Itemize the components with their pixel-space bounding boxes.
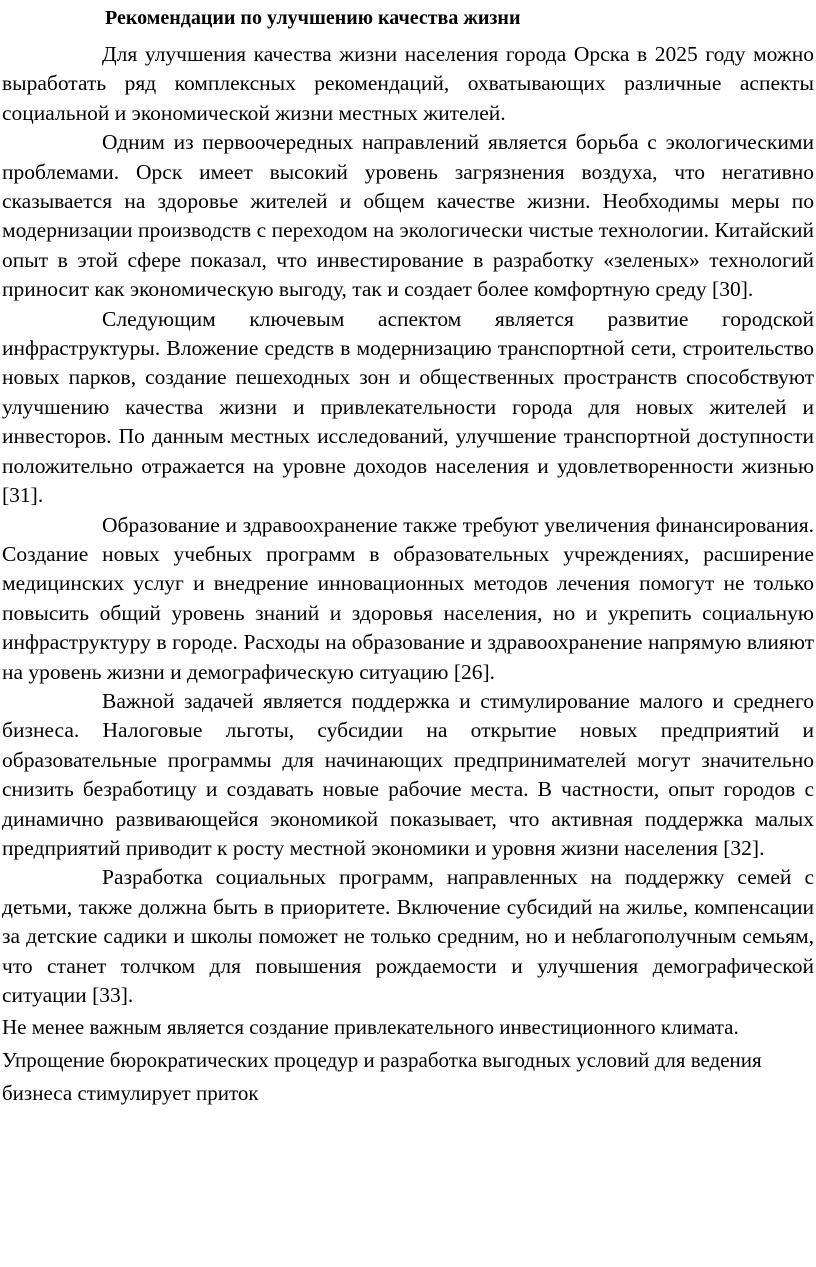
document-title: Рекомендации по улучшению качества жизни: [105, 7, 521, 29]
paragraph-investment-climate: Не менее важным является создание привлекательного инвестиционного климата. Упрощение бюрократических процедур и разработка выгодных условий для ведения бизнеса стимулирует приток: [2, 1015, 762, 1106]
paragraph-infrastructure: Следующим ключевым аспектом является развитие городской инфраструктуры. Вложение средств в модернизацию транспортной сети, строительство новых парков, создание пешеходных зон и общественных пространств способствуют улучшению качества жизни и привлекательности города для новых жителей и инвесторов. По данным местных исследований, улучшение транспортной доступности положительно отражается на уровне доходов населения и удовлетворенности жизнью [31].: [2, 306, 814, 508]
paragraph-ecology: Одним из первоочередных направлений является борьба с экологическими проблемами. Орск имеет высокий уровень загрязнения воздуха, что негативно сказывается на здоровье жителей и общем качестве жизни. Необходимы меры по модернизации производств с переходом на экологически чистые технологии. Китайский опыт в этой сфере показал, что инвестирование в разработку «зеленых» технологий приносит как экономическую выгоду, так и создает более комфортную среду [30].: [2, 130, 814, 302]
paragraph-education-health: Образование и здравоохранение также требуют увеличения финансирования. Создание новых учебных программ в образовательных учреждениях, расширение медицинских услуг и внедрение инновационных методов лечения помогут не только повысить общий уровень знаний и здоровья населения, но и укрепить социальную инфраструктуру в городе. Расходы на образование и здравоохранение напрямую влияют на уровень жизни и демографическую ситуацию [26].: [2, 512, 814, 684]
paragraph-intro: Для улучшения качества жизни населения города Орска в 2025 году можно выработать ряд комплексных рекомендаций, охватывающих различные аспекты социальной и экономической жизни местных жителей.: [2, 42, 814, 125]
paragraph-social-programs: Разработка социальных программ, направленных на поддержку семей с детьми, также должна быть в приоритете. Включение субсидий на жилье, компенсации за детские садики и школы поможет не только средним, но и неблагополучным семьям, что станет толчком для повышения рождаемости и улучшения демографической ситуации [33].: [2, 865, 814, 1007]
paragraph-small-business: Важной задачей является поддержка и стимулирование малого и среднего бизнеса. Налоговые льготы, субсидии на открытие новых предприятий и образовательные программы для начинающих предпринимателей могут значительно снизить безработицу и создавать новые рабочие места. В частности, опыт городов с динамично развивающейся экономикой показывает, что активная поддержка малых предприятий приводит к росту местной экономики и уровня жизни населения [32].: [2, 688, 814, 860]
